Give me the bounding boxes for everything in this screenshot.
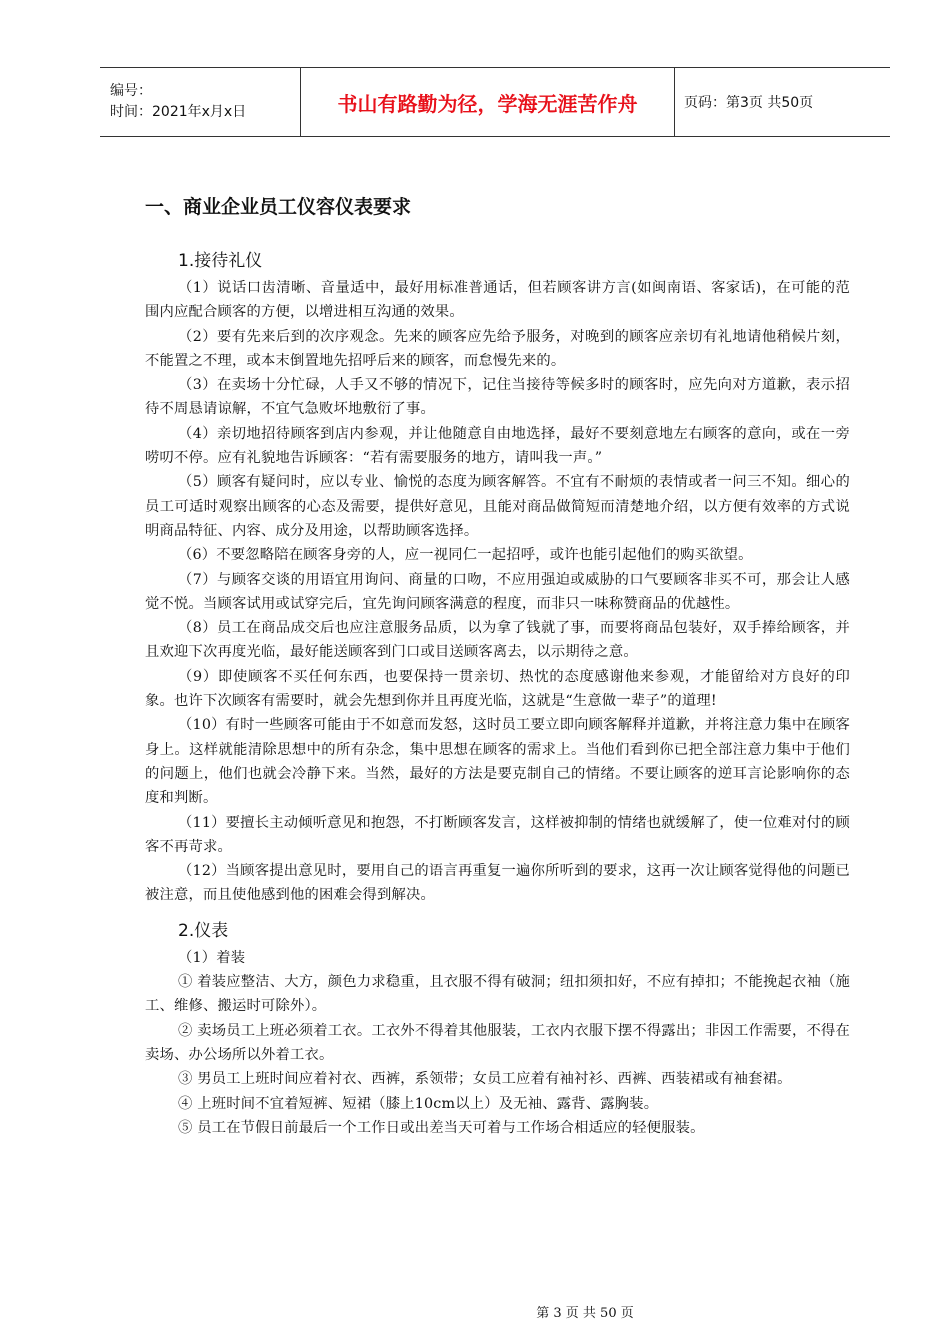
- paragraph: （6）不要忽略陪在顾客身旁的人，应一视同仁一起招呼，或许也能引起他们的购买欲望。: [178, 547, 753, 564]
- document-header: [100, 67, 890, 137]
- paragraph: （10）有时一些顾客可能由于不如意而发怒，这时员工要立即向顾客解释并道歉，并将注意力集中在顾客身上。这样就能清除思想中的所有杂念，集中思想在顾客的需求上。当他们看到你已把全部注意力集中于他们的问题上，他们也就会冷静下来。当然，最好的方法是要克制自己的情绪。不要让顾客的逆耳言论影响你的态度和判断。: [145, 717, 850, 807]
- paragraph: （9）即使顾客不买任何东西，也要保持一贯亲切、热忱的态度感谢他来参观，才能留给对方良好的印象。也许下次顾客有需要时，就会先想到你并且再度光临，这就是“生意做一辈子”的道理!: [145, 668, 850, 710]
- paragraph: （2）要有先来后到的次序观念。先来的顾客应先给予服务，对晚到的顾客应亲切有礼地请他稍候片刻，不能置之不理，或本末倒置地先招呼后来的顾客，而怠慢先来的。: [145, 328, 850, 369]
- paragraph: ① 着装应整洁、大方，颜色力求稳重，且衣服不得有破洞；纽扣须扣好，不应有掉扣；不能挽起衣袖（施工、维修、搬运时可除外）。: [145, 974, 850, 1015]
- header-motto: 书山有路勤为径，学海无涯苦作舟: [301, 68, 675, 136]
- paragraph: ④ 上班时间不宜着短裤、短裙（膝上10cm以上）及无袖、露背、露胸装。: [178, 1095, 659, 1112]
- paragraph: （4）亲切地招待顾客到店内参观，并让他随意自由地选择，最好不要刻意地左右顾客的意向，或在一旁唠叨不停。应有礼貌地告诉顾客：“若有需要服务的地方，请叫我一声。”: [145, 425, 850, 467]
- paragraph: （11）要擅长主动倾听意见和抱怨，不打断顾客发言，这样被抑制的情绪也就缓解了，使一位难对付的顾客不再苛求。: [145, 814, 850, 855]
- footer-page-number: 第 3 页 共 50 页: [536, 1306, 634, 1321]
- header-page-label: 页码：第3页 共50页: [684, 95, 814, 111]
- paragraph: （1）着装: [178, 949, 246, 966]
- paragraph: ② 卖场员工上班必须着工衣。工衣外不得着其他服装，工衣内衣服下摆不得露出；非因工作需要，不得在卖场、办公场所以外着工衣。: [145, 1022, 850, 1063]
- document-body: [145, 192, 850, 1140]
- paragraph: （3）在卖场十分忙碌，人手又不够的情况下，记住当接待等候多时的顾客时，应先向对方道歉，表示招待不周恳请谅解，不宜气急败坏地敷衍了事。: [145, 377, 850, 418]
- time-label: 时间：2021年x月x日: [110, 104, 247, 120]
- paragraph: ③ 男员工上班时间应着衬衣、西裤，系领带；女员工应着有袖衬衫、西裤、西装裙或有袖套裙。: [178, 1071, 792, 1088]
- header-meta: [100, 68, 301, 136]
- paragraph: （1）说话口齿清晰、音量适中，最好用标准普通话，但若顾客讲方言(如闽南语、客家话)，在可能的范围内应配合顾客的方便，以增进相互沟通的效果。: [145, 280, 850, 321]
- number-label: 编号：: [110, 83, 152, 99]
- paragraph: ⑤ 员工在节假日前最后一个工作日或出差当天可着与工作场合相适应的轻便服装。: [178, 1119, 705, 1136]
- paragraph: （8）员工在商品成交后也应注意服务品质，以为拿了钱就了事，而要将商品包装好，双手捧给顾客，并且欢迎下次再度光临，最好能送顾客到门口或目送顾客离去，以示期待之意。: [145, 620, 850, 661]
- paragraph: （7）与顾客交谈的用语宜用询问、商量的口吻，不应用强迫或威胁的口气要顾客非买不可，那会让人感觉不悦。当顾客试用或试穿完后，宜先询问顾客满意的程度，而非只一味称赞商品的优越性。: [145, 571, 850, 612]
- section-heading-appearance: 2.仪表: [178, 920, 229, 941]
- paragraph: （5）顾客有疑问时，应以专业、愉悦的态度为顾客解答。不宜有不耐烦的表情或者一问三不知。细心的员工可适时观察出顾客的心态及需要，提供好意见，且能对商品做简短而清楚地介绍，以方便有效率的方式说明商品特征、内容、成分及用途，以帮助顾客选择。: [145, 474, 850, 539]
- page-footer: [0, 1302, 950, 1321]
- section-heading-reception: 1.接待礼仪: [178, 251, 263, 271]
- paragraph: （12）当顾客提出意见时，要用自己的语言再重复一遍你所听到的要求，这再一次让顾客觉得他的问题已被注意，而且使他感到他的困难会得到解决。: [145, 863, 850, 904]
- page-title: 一、商业企业员工仪容仪表要求: [145, 196, 412, 218]
